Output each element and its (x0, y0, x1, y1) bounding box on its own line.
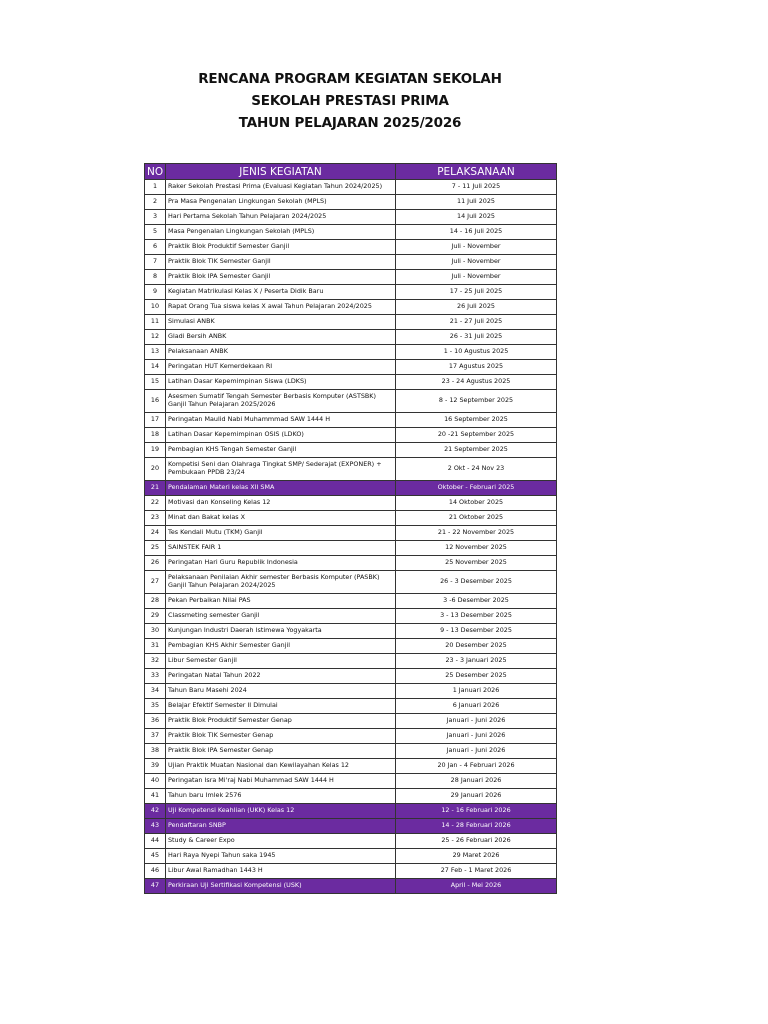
table-row (145, 443, 557, 458)
activity-cell: Peringatan Maulid Nabi Muhammmad SAW 1444 H (166, 413, 396, 428)
table-row (145, 594, 557, 609)
activity-cell: Hari Pertama Sekolah Tahun Pelajaran 2024/2025 (166, 210, 396, 225)
activity-cell: Kegiatan Matrikulasi Kelas X / Peserta Didik Baru (166, 285, 396, 300)
schedule-date-cell: 16 September 2025 (396, 413, 557, 428)
row-number-cell: 31 (145, 639, 166, 654)
table-row (145, 360, 557, 375)
activity-cell: Pendalaman Materi kelas XII SMA (166, 481, 396, 496)
document-title (0, 68, 700, 134)
table-row (145, 481, 557, 496)
schedule-date-cell: 8 - 12 September 2025 (396, 390, 557, 413)
activity-cell: Peringatan HUT Kemerdekaan RI (166, 360, 396, 375)
activity-cell: Praktik Blok Produktif Semester Genap (166, 714, 396, 729)
activity-cell: Belajar Efektif Semester II Dimulai (166, 699, 396, 714)
table-row (145, 699, 557, 714)
table-row (145, 255, 557, 270)
table-row (145, 390, 557, 413)
schedule-date-cell: Oktober - Februari 2025 (396, 481, 557, 496)
schedule-date-cell: 26 - 31 Juli 2025 (396, 330, 557, 345)
schedule-date-cell: 7 - 11 Juli 2025 (396, 180, 557, 195)
table-row (145, 819, 557, 834)
row-number-cell: 34 (145, 684, 166, 699)
row-number-cell: 2 (145, 195, 166, 210)
activity-cell: Peringatan Hari Guru Republik Indonesia (166, 556, 396, 571)
table-row (145, 639, 557, 654)
table-row (145, 759, 557, 774)
table-row (145, 285, 557, 300)
table-row (145, 774, 557, 789)
schedule-date-cell: 21 September 2025 (396, 443, 557, 458)
activity-cell: Latihan Dasar Kepemimpinan Siswa (LDKS) (166, 375, 396, 390)
schedule-date-cell: 1 - 10 Agustus 2025 (396, 345, 557, 360)
row-number-cell: 40 (145, 774, 166, 789)
schedule-date-cell: 29 Januari 2026 (396, 789, 557, 804)
table-row (145, 270, 557, 285)
schedule-date-cell: Januari - Juni 2026 (396, 729, 557, 744)
activity-cell: Gladi Bersih ANBK (166, 330, 396, 345)
schedule-date-cell: 21 - 27 Juli 2025 (396, 315, 557, 330)
table-row (145, 624, 557, 639)
activity-cell: Praktik Blok Produktif Semester Ganjil (166, 240, 396, 255)
row-number-cell: 20 (145, 458, 166, 481)
row-number-cell: 39 (145, 759, 166, 774)
row-number-cell: 15 (145, 375, 166, 390)
table-row (145, 556, 557, 571)
row-number-cell: 30 (145, 624, 166, 639)
row-number-cell: 29 (145, 609, 166, 624)
schedule-date-cell: Juli - November (396, 240, 557, 255)
schedule-date-cell: 14 - 16 Juli 2025 (396, 225, 557, 240)
schedule-date-cell: Januari - Juni 2026 (396, 744, 557, 759)
schedule-date-cell: 26 - 3 Desember 2025 (396, 571, 557, 594)
row-number-cell: 19 (145, 443, 166, 458)
table-row (145, 375, 557, 390)
title-line-school: SEKOLAH PRESTASI PRIMA (251, 93, 449, 109)
row-number-cell: 1 (145, 180, 166, 195)
row-number-cell: 6 (145, 240, 166, 255)
schedule-date-cell: 14 Oktober 2025 (396, 496, 557, 511)
row-number-cell: 38 (145, 744, 166, 759)
activity-cell: Perkiraan Uji Sertifikasi Kompetensi (USK) (166, 879, 396, 894)
row-number-cell: 35 (145, 699, 166, 714)
schedule-date-cell: 26 Juli 2025 (396, 300, 557, 315)
schedule-date-cell: 11 Juli 2025 (396, 195, 557, 210)
schedule-date-cell: 3 -6 Desember 2025 (396, 594, 557, 609)
schedule-date-cell: 21 Oktober 2025 (396, 511, 557, 526)
table-row (145, 864, 557, 879)
activity-cell: Libur Awal Ramadhan 1443 H (166, 864, 396, 879)
activity-schedule-table (144, 163, 557, 894)
table-row (145, 571, 557, 594)
table-row (145, 511, 557, 526)
header-activity: JENIS KEGIATAN (166, 164, 396, 180)
activity-cell: Peringatan Isra Mi'raj Nabi Muhammad SAW 1444 H (166, 774, 396, 789)
activity-cell: Ujian Praktik Muatan Nasional dan Kewilayahan Kelas 12 (166, 759, 396, 774)
activity-cell: Asesmen Sumatif Tengah Semester Berbasis Komputer (ASTSBK) Ganjil Tahun Pelajaran 2025/2026 (166, 390, 396, 413)
schedule-date-cell: 3 - 13 Desember 2025 (396, 609, 557, 624)
table-header-row (145, 164, 557, 180)
header-no: NO (145, 164, 166, 180)
table-row (145, 789, 557, 804)
table-row (145, 315, 557, 330)
row-number-cell: 23 (145, 511, 166, 526)
row-number-cell: 42 (145, 804, 166, 819)
activity-cell: SAINSTEK FAIR 1 (166, 541, 396, 556)
schedule-date-cell: 20 Jan - 4 Februari 2026 (396, 759, 557, 774)
activity-cell: Tes Kendali Mutu (TKM) Ganjil (166, 526, 396, 541)
schedule-date-cell: 12 November 2025 (396, 541, 557, 556)
activity-cell: Praktik Blok IPA Semester Genap (166, 744, 396, 759)
schedule-date-cell: 25 Desember 2025 (396, 669, 557, 684)
title-line-program: RENCANA PROGRAM KEGIATAN SEKOLAH (198, 71, 502, 87)
activity-cell: Praktik Blok TIK Semester Ganjil (166, 255, 396, 270)
activity-cell: Uji Kompetensi Keahlian (UKK) Kelas 12 (166, 804, 396, 819)
table-row (145, 225, 557, 240)
table-row (145, 345, 557, 360)
row-number-cell: 37 (145, 729, 166, 744)
activity-cell: Peringatan Natal Tahun 2022 (166, 669, 396, 684)
row-number-cell: 36 (145, 714, 166, 729)
table-row (145, 879, 557, 894)
table-row (145, 654, 557, 669)
row-number-cell: 28 (145, 594, 166, 609)
activity-cell: Pelaksanaan ANBK (166, 345, 396, 360)
schedule-date-cell: 12 - 16 Februari 2026 (396, 804, 557, 819)
table-row (145, 240, 557, 255)
row-number-cell: 12 (145, 330, 166, 345)
table-row (145, 744, 557, 759)
activity-cell: Libur Semester Ganjil (166, 654, 396, 669)
schedule-date-cell: 21 - 22 November 2025 (396, 526, 557, 541)
schedule-date-cell: 25 - 26 Februari 2026 (396, 834, 557, 849)
activity-cell: Kunjungan Industri Daerah Istimewa Yogyakarta (166, 624, 396, 639)
title-line-year: TAHUN PELAJARAN 2025/2026 (238, 115, 462, 131)
activity-cell: Praktik Blok IPA Semester Ganjil (166, 270, 396, 285)
schedule-date-cell: 28 Januari 2026 (396, 774, 557, 789)
row-number-cell: 24 (145, 526, 166, 541)
row-number-cell: 33 (145, 669, 166, 684)
row-number-cell: 43 (145, 819, 166, 834)
table-row (145, 684, 557, 699)
activity-cell: Pekan Perbaikan Nilai PAS (166, 594, 396, 609)
row-number-cell: 22 (145, 496, 166, 511)
schedule-date-cell: 20 Desember 2025 (396, 639, 557, 654)
row-number-cell: 41 (145, 789, 166, 804)
table-row (145, 526, 557, 541)
table-row (145, 195, 557, 210)
activity-cell: Rapat Orang Tua siswa kelas X awal Tahun Pelajaran 2024/2025 (166, 300, 396, 315)
table-row (145, 210, 557, 225)
table-row (145, 849, 557, 864)
schedule-date-cell: 23 - 24 Agustus 2025 (396, 375, 557, 390)
table-row (145, 714, 557, 729)
table-row (145, 804, 557, 819)
schedule-date-cell: April - Mei 2026 (396, 879, 557, 894)
row-number-cell: 45 (145, 849, 166, 864)
row-number-cell: 14 (145, 360, 166, 375)
schedule-date-cell: 9 - 13 Desember 2025 (396, 624, 557, 639)
row-number-cell: 21 (145, 481, 166, 496)
activity-cell: Motivasi dan Konseling Kelas 12 (166, 496, 396, 511)
activity-cell: Pembagian KHS Tengah Semester Ganjil (166, 443, 396, 458)
activity-cell: Latihan Dasar Kepemimpinan OSIS (LDKO) (166, 428, 396, 443)
row-number-cell: 46 (145, 864, 166, 879)
activity-cell: Pembagian KHS Akhir Semester Ganjil (166, 639, 396, 654)
activity-cell: Study & Career Expo (166, 834, 396, 849)
activity-cell: Masa Pengenalan Lingkungan Sekolah (MPLS) (166, 225, 396, 240)
table-body (145, 180, 557, 894)
activity-cell: Hari Raya Nyepi Tahun saka 1945 (166, 849, 396, 864)
schedule-date-cell: 14 Juli 2025 (396, 210, 557, 225)
activity-cell: Pra Masa Pengenalan Lingkungan Sekolah (MPLS) (166, 195, 396, 210)
table-row (145, 180, 557, 195)
activity-cell: Pelaksanaan Penilaian Akhir semester Berbasis Komputer (PASBK) Ganjil Tahun Pelajaran 2024/2025 (166, 571, 396, 594)
row-number-cell: 44 (145, 834, 166, 849)
row-number-cell: 16 (145, 390, 166, 413)
activity-cell: Classmeting semester Ganjil (166, 609, 396, 624)
activity-cell: Minat dan Bakat kelas X (166, 511, 396, 526)
row-number-cell: 25 (145, 541, 166, 556)
header-schedule: PELAKSANAAN (396, 164, 557, 180)
row-number-cell: 5 (145, 225, 166, 240)
schedule-date-cell: 25 November 2025 (396, 556, 557, 571)
row-number-cell: 13 (145, 345, 166, 360)
schedule-date-cell: Juli - November (396, 255, 557, 270)
table-row (145, 496, 557, 511)
schedule-date-cell: 23 - 3 Januari 2025 (396, 654, 557, 669)
activity-cell: Kompetisi Seni dan Olahraga Tingkat SMP/ Sederajat (EXPONER) + Pembukaan PPDB 23/24 (166, 458, 396, 481)
schedule-date-cell: 1 Januari 2026 (396, 684, 557, 699)
row-number-cell: 32 (145, 654, 166, 669)
schedule-date-cell: 2 Okt - 24 Nov 23 (396, 458, 557, 481)
schedule-date-cell: 20 -21 September 2025 (396, 428, 557, 443)
row-number-cell: 8 (145, 270, 166, 285)
row-number-cell: 47 (145, 879, 166, 894)
schedule-date-cell: 17 Agustus 2025 (396, 360, 557, 375)
schedule-date-cell: 17 - 25 Juli 2025 (396, 285, 557, 300)
row-number-cell: 10 (145, 300, 166, 315)
activity-cell: Pendaftaran SNBP (166, 819, 396, 834)
table-row (145, 428, 557, 443)
table-row (145, 541, 557, 556)
row-number-cell: 3 (145, 210, 166, 225)
schedule-date-cell: 14 - 28 Februari 2026 (396, 819, 557, 834)
table-row (145, 300, 557, 315)
table-row (145, 729, 557, 744)
row-number-cell: 11 (145, 315, 166, 330)
row-number-cell: 17 (145, 413, 166, 428)
row-number-cell: 26 (145, 556, 166, 571)
schedule-date-cell: 6 Januari 2026 (396, 699, 557, 714)
activity-cell: Tahun Baru Masehi 2024 (166, 684, 396, 699)
row-number-cell: 7 (145, 255, 166, 270)
row-number-cell: 27 (145, 571, 166, 594)
activity-cell: Praktik Blok TIK Semester Genap (166, 729, 396, 744)
activity-cell: Tahun baru Imlek 2576 (166, 789, 396, 804)
row-number-cell: 9 (145, 285, 166, 300)
table-row (145, 458, 557, 481)
table-row (145, 330, 557, 345)
table-row (145, 609, 557, 624)
activity-cell: Raker Sekolah Prestasi Prima (Evaluasi Kegiatan Tahun 2024/2025) (166, 180, 396, 195)
schedule-date-cell: Juli - November (396, 270, 557, 285)
schedule-date-cell: 29 Maret 2026 (396, 849, 557, 864)
row-number-cell: 18 (145, 428, 166, 443)
schedule-date-cell: 27 Feb - 1 Maret 2026 (396, 864, 557, 879)
activity-cell: Simulasi ANBK (166, 315, 396, 330)
table-row (145, 413, 557, 428)
table-row (145, 669, 557, 684)
table-row (145, 834, 557, 849)
schedule-date-cell: Januari - Juni 2026 (396, 714, 557, 729)
